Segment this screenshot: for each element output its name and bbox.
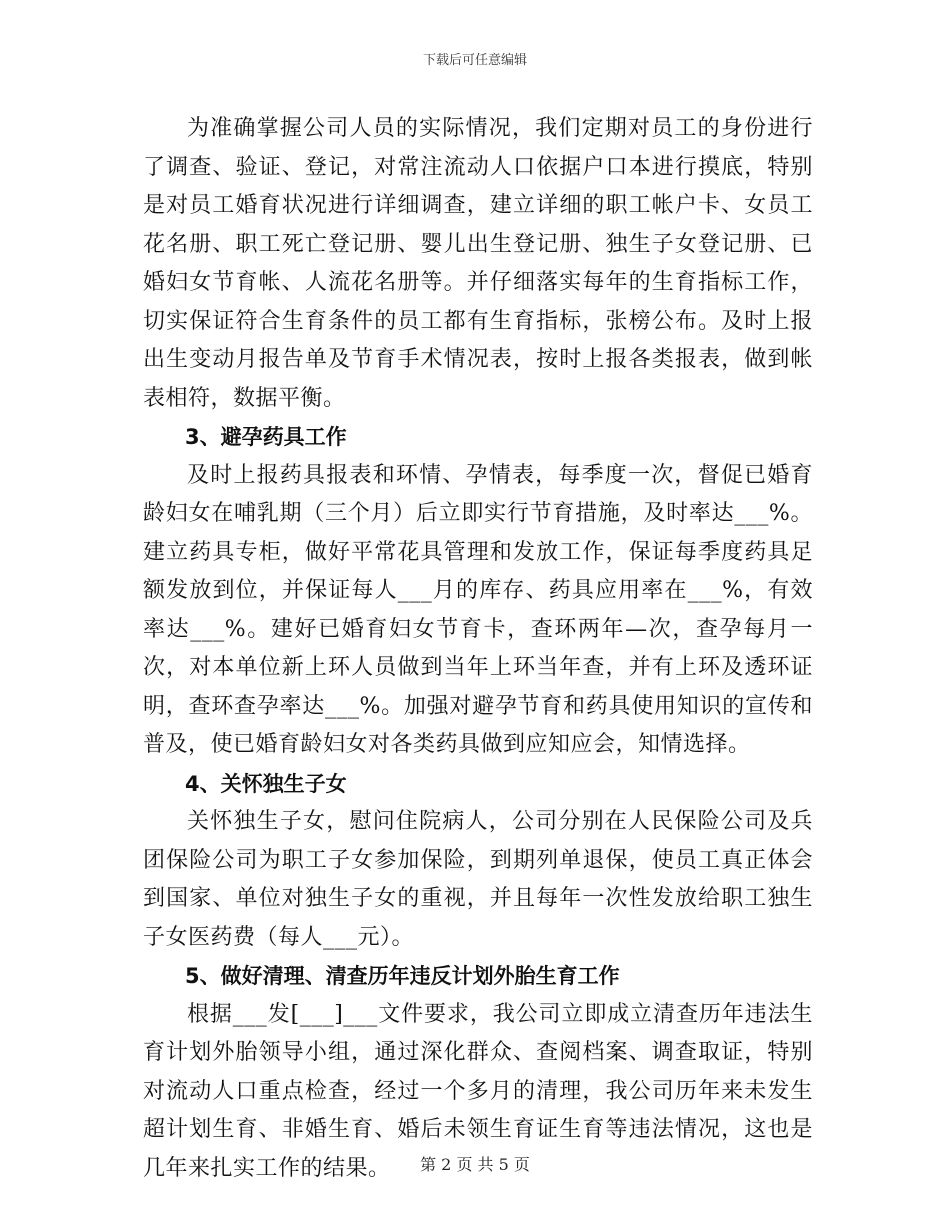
section-heading-cleanup-review: 5、做好清理、清查历年违反计划外胎生育工作 [185, 964, 620, 988]
page-header: 下载后可任意编辑 [422, 53, 527, 68]
paragraph-contraceptives: 及时上报药具报表和环情、孕情表，每季度一次，督促已婚育龄妇女在哺乳期（三个月）后立即实行节育措施，及时率达___%。建立药具专柜，做好平常花具管理和发放工作，保证每季度药具足额发放到位，并保证每人___月的库存、药具应用率在___%，有效率达___%。建好已婚育妇女节育卡，查环两年—次，查孕每月一次，对本单位新上环人员做到当年上环当年查，并有上环及透环证明，查环查孕率达___%。加强对避孕节育和药具使用知识的宣传和普及，使已婚育龄妇女对各类药具做到应知应会，知情选择。 [143, 462, 813, 757]
section-heading-contraceptives: 3、避孕药具工作 [185, 425, 347, 449]
section-heading-only-child-care: 4、关怀独生子女 [185, 771, 347, 796]
document-body [143, 110, 813, 1188]
page-number-footer: 第 2 页 共 5 页 [420, 1155, 530, 1174]
paragraph-cleanup-review: 根据___发[___]___文件要求，我公司立即成立清查历年违法生育计划外胎领导小组，通过深化群众、查阅档案、调查取证，特别对流动人口重点检查，经过一个多月的清理，我公司历年来未发生超计划生育、非婚生育、婚后未领生育证生育等违法情况，这也是几年来扎实工作的结果。 [143, 1001, 813, 1181]
paragraph-only-child-care: 关怀独生子女，慰问住院病人，公司分别在人民保险公司及兵团保险公司为职工子女参加保险，到期列单退保，使员工真正体会到国家、单位对独生子女的重视，并且每年一次性发放给职工独生子女医药费（每人___元）。 [143, 809, 813, 950]
paragraph-staff-registration: 为准确掌握公司人员的实际情况，我们定期对员工的身份进行了调查、验证、登记，对常注流动人口依据户口本进行摸底，特别是对员工婚育状况进行详细调查，建立详细的职工帐户卡、女员工花名册、职工死亡登记册、婴儿出生登记册、独生子女登记册、已婚妇女节育帐、人流花名册等。并仔细落实每年的生育指标工作，切实保证符合生育条件的员工都有生育指标，张榜公布。及时上报出生变动月报告单及节育手术情况表，按时上报各类报表，做到帐表相符，数据平衡。 [143, 116, 813, 411]
